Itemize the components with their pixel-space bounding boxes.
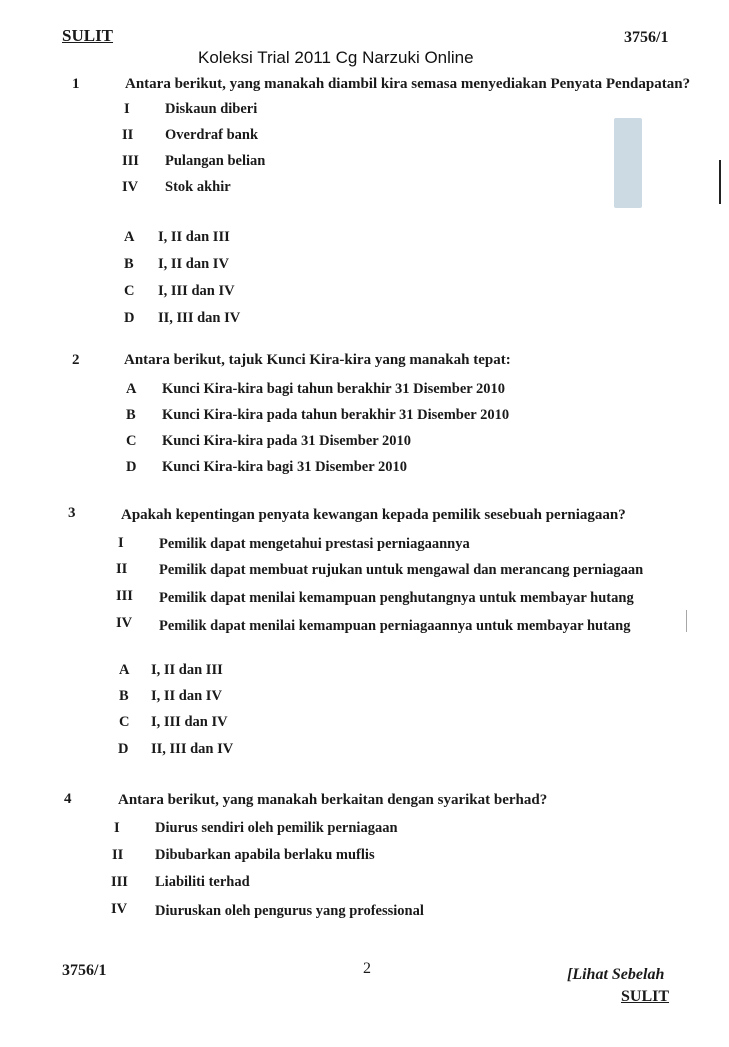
q3-statement-numeral: II xyxy=(116,561,128,577)
q2-option-letter: A xyxy=(126,381,137,397)
q3-statement-text: Pemilik dapat menilai kemampuan penghutangnya untuk membayar hutang xyxy=(159,590,634,606)
q4-statement-text: Diuruskan oleh pengurus yang professional xyxy=(155,903,424,919)
q2-option-letter: D xyxy=(126,459,137,475)
question-1-text: Antara berikut, yang manakah diambil kira semasa menyediakan Penyata Pendapatan? xyxy=(125,76,691,92)
q1-option-letter: D xyxy=(124,310,135,326)
q4-statement-numeral: IV xyxy=(111,901,128,917)
q2-option-letter: C xyxy=(126,433,137,449)
q4-statement-text: Liabiliti terhad xyxy=(155,874,250,890)
q2-option-letter: B xyxy=(126,407,136,423)
q2-option-text: Kunci Kira-kira pada 31 Disember 2010 xyxy=(162,433,412,449)
q2-option-text: Kunci Kira-kira bagi 31 Disember 2010 xyxy=(162,459,408,475)
scan-smudge xyxy=(614,118,642,208)
question-3-text: Apakah kepentingan penyata kewangan kepada pemilik sesebuah perniagaan? xyxy=(121,507,626,523)
scan-edge-mark xyxy=(719,160,721,204)
question-3-number: 3 xyxy=(68,505,76,521)
page-number: 2 xyxy=(363,960,371,977)
watermark: Koleksi Trial 2011 Cg Narzuki Online xyxy=(198,48,474,67)
q3-option-letter: C xyxy=(119,714,130,730)
q3-statement-text: Pemilik dapat menilai kemampuan perniagaannya untuk membayar hutang xyxy=(159,618,631,634)
question-4-number: 4 xyxy=(64,791,72,807)
q2-option-text: Kunci Kira-kira pada tahun berakhir 31 Disember 2010 xyxy=(162,407,510,423)
q1-statement-text: Pulangan belian xyxy=(165,153,266,169)
q1-option-text: I, III dan IV xyxy=(158,283,235,299)
q1-statement-text: Stok akhir xyxy=(165,179,231,195)
q2-option-text: Kunci Kira-kira bagi tahun berakhir 31 Disember 2010 xyxy=(162,381,506,397)
q1-option-letter: B xyxy=(124,256,134,272)
question-2-text: Antara berikut, tajuk Kunci Kira-kira yang manakah tepat: xyxy=(124,352,511,368)
q4-statement-text: Dibubarkan apabila berlaku muflis xyxy=(155,847,375,863)
question-1-number: 1 xyxy=(72,76,80,92)
q1-statement-text: Overdraf bank xyxy=(165,127,259,143)
q3-option-text: I, II dan III xyxy=(151,662,223,678)
question-4-text: Antara berikut, yang manakah berkaitan dengan syarikat berhad? xyxy=(118,792,548,808)
q3-option-text: I, II dan IV xyxy=(151,688,222,704)
q1-option-letter: A xyxy=(124,229,135,245)
footer-paper-code: 3756/1 xyxy=(62,962,107,979)
q4-statement-text: Diurus sendiri oleh pemilik perniagaan xyxy=(155,820,398,836)
q3-statement-text: Pemilik dapat membuat rujukan untuk mengawal dan merancang perniagaan xyxy=(159,562,644,578)
q1-option-text: I, II dan III xyxy=(158,229,230,245)
header-paper-code: 3756/1 xyxy=(624,29,669,46)
scan-edge-mark xyxy=(686,610,687,632)
q3-statement-numeral: III xyxy=(116,588,133,604)
q3-option-letter: D xyxy=(118,741,129,757)
q1-option-letter: C xyxy=(124,283,135,299)
q3-statement-text: Pemilik dapat mengetahui prestasi perniagaannya xyxy=(159,536,470,552)
footer-sulit: SULIT xyxy=(621,988,670,1005)
header-sulit: SULIT xyxy=(62,26,114,45)
q3-option-text: II, III dan IV xyxy=(151,741,234,757)
q3-statement-numeral: I xyxy=(118,535,124,551)
question-2-number: 2 xyxy=(72,352,80,368)
q1-statement-text: Diskaun diberi xyxy=(165,101,258,117)
q1-option-text: I, II dan IV xyxy=(158,256,229,272)
footer-next-page-note: [Lihat Sebelah xyxy=(567,966,665,983)
q3-option-letter: A xyxy=(119,662,130,678)
q1-statement-numeral: I xyxy=(124,101,130,117)
q3-option-text: I, III dan IV xyxy=(151,714,228,730)
q3-statement-numeral: IV xyxy=(116,615,133,631)
q4-statement-numeral: I xyxy=(114,820,120,836)
q4-statement-numeral: II xyxy=(112,847,124,863)
q1-option-text: II, III dan IV xyxy=(158,310,241,326)
q4-statement-numeral: III xyxy=(111,874,128,890)
q1-statement-numeral: II xyxy=(122,127,134,143)
q3-option-letter: B xyxy=(119,688,129,704)
q1-statement-numeral: IV xyxy=(122,179,139,195)
q1-statement-numeral: III xyxy=(122,153,139,169)
